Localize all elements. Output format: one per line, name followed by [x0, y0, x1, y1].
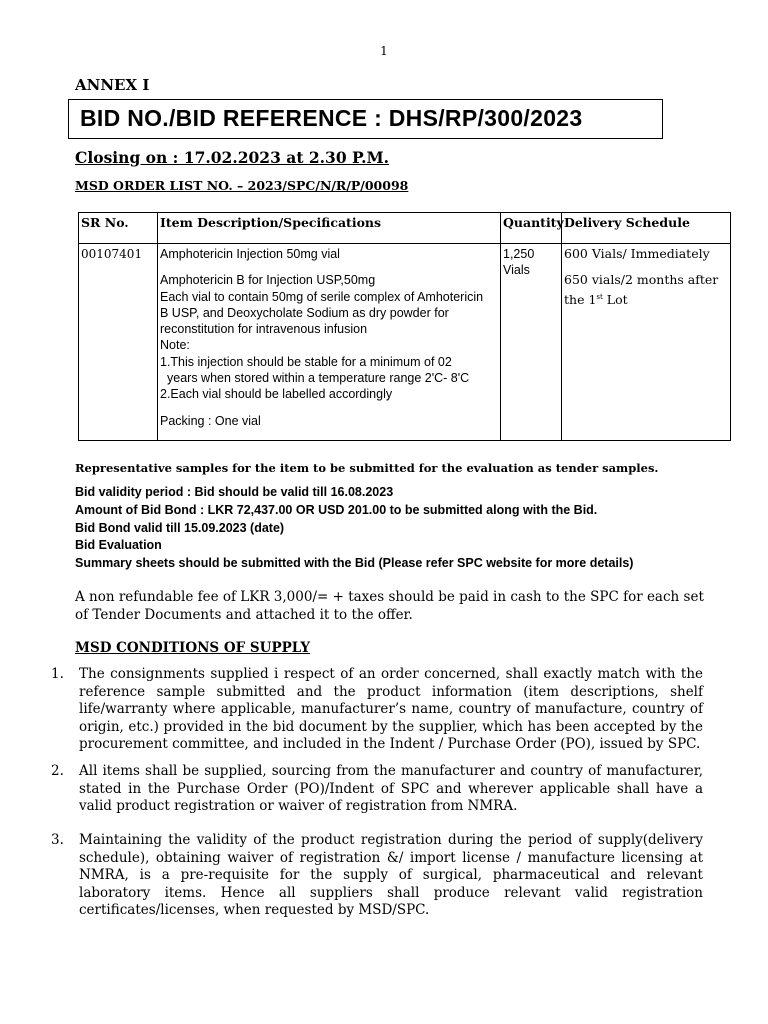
cell-description	[158, 244, 501, 441]
annex-heading: ANNEX I	[75, 76, 150, 94]
delivery-line: 650 vials/2 months after	[564, 272, 719, 288]
summary-sheets-note: Summary sheets should be submitted with the Bid (Please refer SPC website for more details)	[75, 556, 634, 571]
cell-delivery	[562, 244, 731, 441]
condition-text: The consignments supplied i respect of an order concerned, shall exactly match with the reference sample submitted and the product information (item descriptions, shelf life/warranty where applicable, manufacturer’s name, country of manufacture, country of origin, etc.) provided in the bid document by the supplier, which has been accepted by the procurement committee, and included in the Indent / Purchase Order (PO), issued by SPC.	[79, 666, 703, 752]
cell-sr-no: 00107401	[79, 244, 158, 441]
condition-text: Maintaining the validity of the product registration during the period of supply(delivery schedule), obtaining waiver of registration &/ import license / manufacture licensing at NMRA, is a pre-requisite for the supply of surgical, pharmaceutical and relevant laboratory items. Hence all suppliers shall produce relevant valid registration certificates/licenses, when requested by MSD/SPC.	[79, 832, 703, 918]
conditions-title: MSD CONDITIONS OF SUPPLY	[75, 640, 311, 656]
desc-packing: Packing : One vial	[160, 413, 261, 428]
bid-validity: Bid validity period : Bid should be valid till 16.08.2023	[75, 485, 394, 499]
desc-title: Amphotericin Injection 50mg vial	[160, 247, 340, 261]
condition-item	[51, 666, 703, 754]
desc-line: years when stored within a temperature range 2'C- 8'C	[167, 371, 470, 386]
header-sr-no: SR No.	[79, 213, 158, 244]
condition-item	[51, 763, 703, 816]
bid-reference-box	[68, 99, 663, 139]
bid-evaluation: Bid Evaluation	[75, 538, 162, 553]
table-row	[79, 244, 731, 441]
items-table	[78, 212, 731, 441]
desc-line: Amphotericin B for Injection USP,50mg	[160, 273, 376, 288]
bid-bond-valid: Bid Bond valid till 15.09.2023 (date)	[75, 520, 285, 535]
fee-paragraph: A non refundable fee of LKR 3,000/= + taxes should be paid in cash to the SPC for each set of Tender Documents and attached it to the offer.	[75, 589, 704, 623]
desc-line: 1.This injection should be stable for a minimum of 02	[160, 354, 452, 369]
header-description: Item Description/Specifications	[158, 213, 501, 244]
header-delivery: Delivery Schedule	[562, 213, 731, 244]
closing-date: Closing on : 17.02.2023 at 2.30 P.M.	[75, 148, 390, 167]
delivery-line: 600 Vials/ Immediately	[564, 246, 710, 261]
bid-reference-title: BID NO./BID REFERENCE : DHS/RP/300/2023	[80, 105, 583, 131]
condition-item	[51, 832, 703, 920]
delivery-line: the 1st Lot	[564, 291, 628, 307]
desc-line: B USP, and Deoxycholate Sodium as dry powder for	[160, 305, 449, 320]
page-number: 1	[380, 44, 388, 58]
quantity-value: 1,250	[503, 247, 535, 261]
condition-number: 3.	[51, 832, 64, 848]
table-header-row	[79, 213, 731, 244]
condition-text: All items shall be supplied, sourcing from the manufacturer and country of manufacturer, stated in the Purchase Order (PO)/Indent of SPC and wherever applicable shall have a valid product registration or waiver of registration from NMRA.	[79, 763, 703, 814]
desc-line: 2.Each vial should be labelled accordingly	[160, 387, 393, 402]
desc-line: Note:	[160, 338, 190, 353]
condition-number: 2.	[51, 763, 64, 779]
cell-quantity	[501, 244, 562, 441]
samples-note: Representative samples for the item to be submitted for the evaluation as tender samples.	[75, 461, 659, 475]
order-list-number: MSD ORDER LIST NO. – 2023/SPC/N/R/P/00098	[75, 178, 409, 193]
bid-bond-amount: Amount of Bid Bond : LKR 72,437.00 OR USD 201.00 to be submitted along with the Bid.	[75, 502, 598, 517]
desc-line: reconstitution for intravenous infusion	[160, 322, 368, 337]
quantity-unit: Vials	[503, 263, 530, 278]
bid-details	[75, 484, 633, 573]
desc-line: Each vial to contain 50mg of serile complex of Amhotericin	[160, 289, 484, 304]
header-quantity: Quantity	[501, 213, 562, 244]
condition-number: 1.	[51, 666, 64, 682]
